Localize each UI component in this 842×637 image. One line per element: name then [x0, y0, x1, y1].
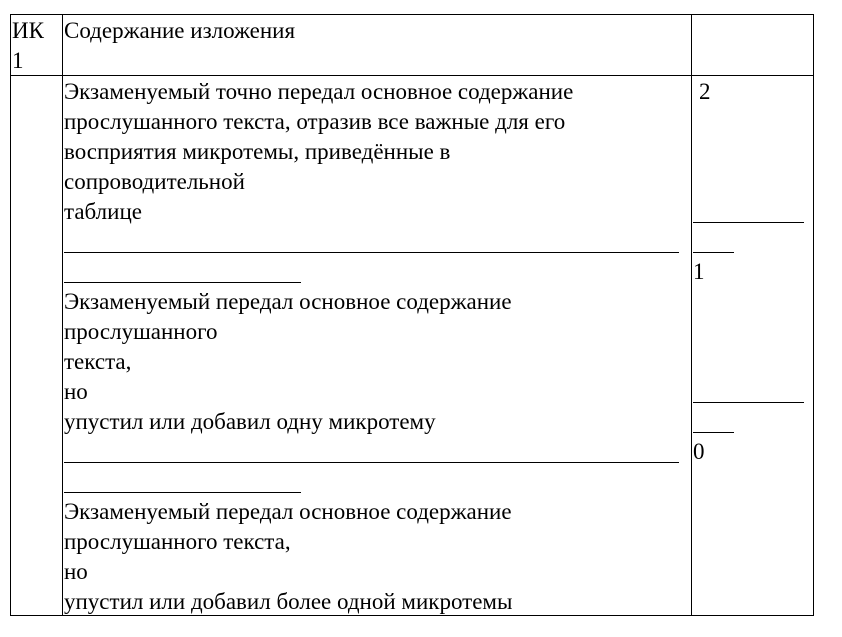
criterion-2-line-3: восприятия микротемы, приведённые в: [64, 139, 451, 164]
table-border-right: [813, 14, 814, 616]
criterion-0-line-4: упустил или добавил более одной микротемы: [64, 589, 513, 614]
criterion-2-line-1: Экзаменуемый точно передал основное содержание: [64, 79, 574, 104]
criterion-0-line-1: Экзаменуемый передал основное содержание: [64, 499, 512, 524]
text-separator-short: [64, 492, 301, 493]
text-separator-long: [64, 252, 679, 253]
criterion-1-line-2: прослушанного: [64, 319, 218, 344]
criterion-2-score: 2: [699, 79, 711, 104]
text-separator-short: [64, 282, 301, 283]
criterion-0-line-2: прослушанного текста,: [64, 529, 291, 554]
criterion-1-line-4: но: [64, 379, 88, 404]
score-separator-long: [693, 402, 804, 403]
criterion-1-line-3: текста,: [64, 349, 132, 374]
score-separator-short: [693, 252, 734, 253]
criterion-0-line-3: но: [64, 559, 88, 584]
table-border-top: [10, 14, 813, 15]
text-separator-long: [64, 462, 679, 463]
criterion-2-line-5: таблице: [64, 199, 142, 224]
criterion-2-line-4: сопроводительной: [64, 169, 245, 194]
header-row-divider: [10, 75, 813, 76]
criterion-1-line-1: Экзаменуемый передал основное содержание: [64, 289, 512, 314]
column-divider-2: [691, 14, 692, 616]
score-separator-short: [693, 432, 734, 433]
table-border-left: [10, 14, 11, 616]
header-ik-label: ИК: [12, 18, 44, 43]
column-divider-1: [62, 14, 63, 616]
header-content-title: Содержание изложения: [64, 18, 296, 43]
criterion-2-line-2: прослушанного текста, отразив все важные для его: [64, 109, 566, 134]
criterion-1-score: 1: [693, 259, 705, 284]
criterion-0-score: 0: [693, 439, 705, 464]
criterion-1-line-5: упустил или добавил одну микротему: [64, 409, 436, 434]
score-separator-long: [693, 222, 804, 223]
header-ik-number: 1: [12, 48, 24, 73]
